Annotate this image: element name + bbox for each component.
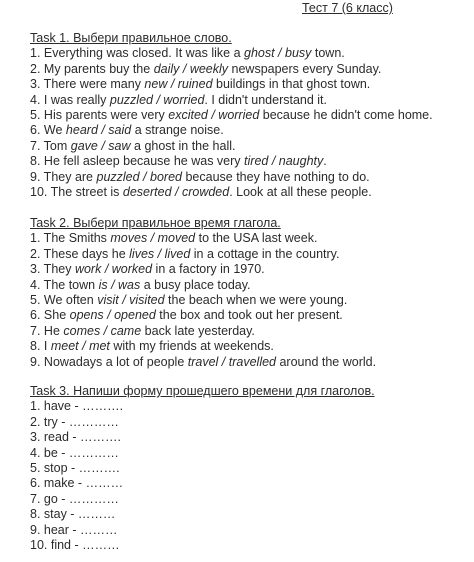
item-number: 4. [30,92,41,107]
item-text-before: Tom [40,138,71,153]
item-options: work / worked [74,262,153,277]
item-text-before: The Smiths [40,231,111,246]
item-options: heard / said [65,123,132,138]
task-1-item [30,139,470,154]
item-options: is / was [98,277,141,292]
task-3-item: 5. stop - ………. [30,461,120,476]
item-text-before: I [40,339,51,354]
item-number: 6. [30,123,41,138]
item-options: opens / opened [69,308,156,323]
item-text-before: Everything was closed. It was like a [40,46,244,61]
item-number: 3. [30,262,41,277]
task-1-item [30,154,470,169]
task-1-item [30,108,470,123]
task-3-title: Task 3. Напиши форму прошедшего времени для глаголов. [30,384,375,398]
task-3-item: 6. make - ……… [30,476,124,491]
item-text-after: to the USA last week. [195,231,318,246]
item-options: tired / naughty [244,154,324,169]
item-text-after: in a factory in 1970. [152,262,265,277]
item-text-after: a busy place today. [140,277,251,292]
item-number: 6. [30,308,41,323]
item-text-after: the box and took out her present. [155,308,343,323]
task-1-item [30,123,470,138]
item-text-after: buildings in that ghost town. [212,77,371,92]
task-3-item: 8. stay - ……… [30,507,116,522]
item-text-after: . I didn't understand it. [204,92,328,107]
task-1-item [30,170,470,185]
item-text-after: with my friends at weekends. [109,339,274,354]
item-options: excited / worried [168,108,260,123]
item-number: 2. [30,246,41,261]
task-3-item: 9. hear - ……… [30,522,118,537]
item-text-after: . [323,154,327,169]
item-text-before: We [40,123,66,138]
task-2-item [30,339,470,354]
task-2-item [30,293,470,308]
item-text-after: around the world. [276,354,377,369]
item-text-after: a ghost in the hall. [130,138,236,153]
test-header: Тест 7 (6 класс) [302,1,393,15]
task-1-item [30,185,470,200]
item-text-before: He fell asleep because he was very [40,154,245,169]
item-options: visit / visited [97,293,165,308]
item-options: daily / weekly [153,61,229,76]
item-options: travel / travelled [187,354,276,369]
item-number: 5. [30,108,41,123]
item-text-after: in a cottage in the country. [190,246,340,261]
item-number: 9. [30,169,41,184]
task-1-item [30,62,470,77]
task-2-item [30,247,470,262]
task-3-item: 1. have - ………. [30,399,124,414]
task-3-item: 3. read - ………. [30,430,121,445]
item-text-before: He [40,323,64,338]
item-options: new / ruined [144,77,213,92]
task-1-item [30,93,470,108]
item-number: 9. [30,354,41,369]
item-number: 8. [30,154,41,169]
task-2-item [30,355,470,370]
item-text-after: town. [311,46,345,61]
task-3-item: 7. go - ………… [30,491,119,506]
item-number: 7. [30,323,41,338]
item-options: puzzled / bored [96,169,182,184]
item-options: comes / came [63,323,142,338]
item-number: 8. [30,339,41,354]
item-text-before: She [40,308,70,323]
item-number: 4. [30,277,41,292]
task-1-item [30,77,470,92]
item-text-before: Nowadays a lot of people [40,354,188,369]
item-text-after: a strange noise. [131,123,224,138]
item-text-before: I was really [40,92,110,107]
item-text-before: The street is [47,185,123,200]
item-text-before: His parents were very [40,108,169,123]
item-number: 5. [30,293,41,308]
task-3-item: 2. try - ………… [30,414,119,429]
item-options: meet / met [50,339,110,354]
task-2-title: Task 2. Выбери правильное время глагола. [30,216,281,230]
item-number: 10. [30,185,48,200]
item-text-after: because they have nothing to do. [181,169,370,184]
item-number: 1. [30,231,41,246]
item-options: deserted / crowded [122,185,230,200]
task-1-title: Task 1. Выбери правильное слово. [30,31,232,45]
task-2-item [30,231,470,246]
task-3-item: 10. find - ……… [30,538,120,553]
item-text-before: There were many [40,77,145,92]
task-2-item [30,278,470,293]
item-number: 1. [30,46,41,61]
item-text-before: The town [40,277,99,292]
task-2-item [30,308,470,323]
item-text-before: We often [40,293,98,308]
item-number: 7. [30,138,41,153]
task-2-section [30,216,470,370]
task-2-item [30,262,470,277]
task-3-section [30,384,470,553]
item-text-after: . Look at all these people. [229,185,372,200]
item-text-before: My parents buy the [40,61,154,76]
item-number: 2. [30,61,41,76]
item-text-after: back late yesterday. [141,323,255,338]
item-number: 3. [30,77,41,92]
task-2-item [30,324,470,339]
item-options: puzzled / worried [109,92,205,107]
item-text-after: newspapers every Sunday. [228,61,382,76]
item-text-before: These days he [40,246,130,261]
item-text-after: the beach when we were young. [164,293,348,308]
task-3-item: 4. be - ………… [30,445,119,460]
task-1-section [30,31,470,200]
item-text-after: because he didn't come home. [259,108,433,123]
item-options: lives / lived [129,246,191,261]
task-1-item [30,46,470,61]
item-options: moves / moved [110,231,196,246]
item-text-before: They [40,262,75,277]
item-options: gave / saw [70,138,131,153]
item-options: ghost / busy [244,46,312,61]
item-text-before: They are [40,169,97,184]
